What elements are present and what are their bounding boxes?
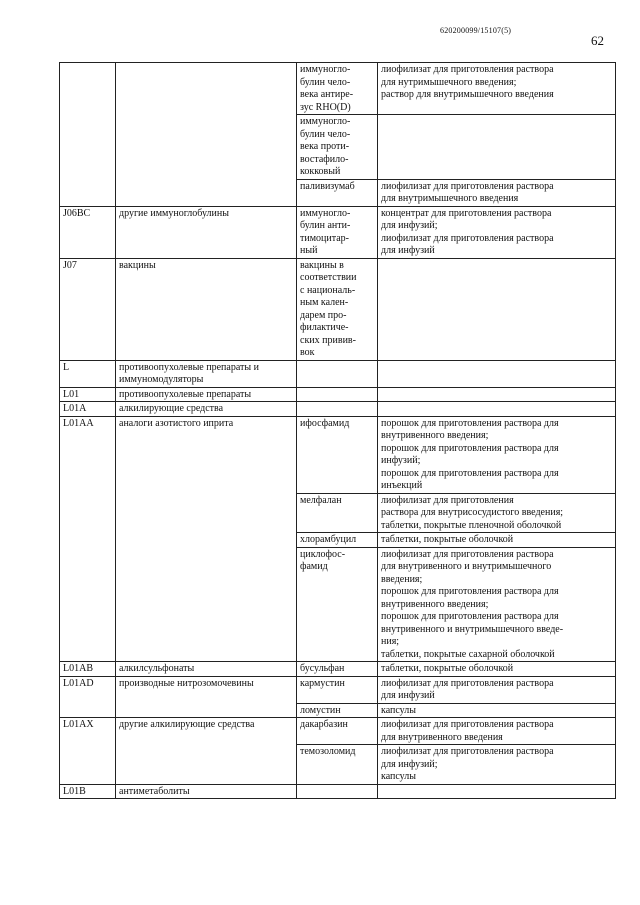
cell-line: иммуногло-: [300, 207, 351, 219]
cell-line: ный: [300, 245, 318, 256]
dosage-form-cell: [378, 63, 616, 115]
cell-line: века антире-: [300, 89, 354, 100]
group-name-cell: [116, 402, 297, 417]
cell-line: булин чело-: [300, 76, 351, 88]
cell-line: лиофилизат для приготовления раствора: [381, 180, 554, 192]
cell-line: ния;: [381, 636, 400, 647]
atc-code-cell: L01AD: [60, 676, 116, 718]
drug-name-cell: [297, 179, 378, 206]
table-row: [60, 206, 616, 258]
group-name-cell: [116, 784, 297, 799]
cell-line: капсулы: [381, 771, 416, 782]
dosage-form-cell: [378, 115, 616, 180]
atc-code-cell: L01A: [60, 402, 116, 417]
table-row: [60, 63, 616, 115]
cell-line: паливизумаб: [300, 180, 355, 192]
cell-line: лиофилизат для приготовления раствора: [381, 548, 554, 560]
drug-name-cell: [297, 360, 378, 387]
drug-name-cell: [297, 784, 378, 799]
cell-line: для инфузий;: [381, 758, 438, 770]
group-name-cell: [116, 387, 297, 402]
dosage-form-cell: [378, 206, 616, 258]
cell-line: ских привив-: [300, 334, 356, 346]
dosage-form-cell: [378, 360, 616, 387]
cell-line: ным кален-: [300, 297, 349, 308]
cell-line: капсулы: [381, 704, 416, 716]
atc-code-cell: L01AB: [60, 662, 116, 677]
atc-code-cell: J07: [60, 258, 116, 360]
dosage-form-cell: [378, 258, 616, 360]
cell-line: порошок для приготовления раствора для: [381, 611, 559, 622]
dosage-form-cell: [378, 533, 616, 548]
cell-line: внутривенного введения;: [381, 430, 489, 441]
drug-name-cell: [297, 115, 378, 180]
drug-name-cell: [297, 493, 378, 533]
cell-line: для внутримышечного введения: [381, 193, 519, 204]
cell-line: для внутривенного и внутримышечного: [381, 561, 552, 572]
group-name-cell: [116, 416, 297, 662]
cell-line: алкилсульфонаты: [119, 663, 195, 674]
table-row: [60, 402, 616, 417]
cell-line: тимоцитар-: [300, 232, 350, 244]
cell-line: лиофилизат для приготовления раствора: [381, 677, 554, 689]
cell-line: зус RHO(D): [300, 101, 351, 113]
dosage-form-cell: [378, 676, 616, 703]
cell-line: хлорамбуцил: [300, 534, 357, 545]
cell-line: вакцины: [119, 259, 156, 271]
dosage-form-cell: [378, 718, 616, 745]
table-row: [60, 784, 616, 799]
cell-line: порошок для приготовления раствора для: [381, 417, 559, 429]
group-name-cell: [116, 63, 297, 207]
drug-name-cell: [297, 63, 378, 115]
drug-name-cell: [297, 387, 378, 402]
cell-line: лиофилизат для приготовления раствора: [381, 64, 554, 75]
cell-line: для инфузий: [381, 690, 435, 701]
page-number: 62: [591, 33, 604, 48]
cell-line: с националь-: [300, 284, 356, 296]
cell-line: раствор для внутримышечного введения: [381, 89, 554, 100]
cell-line: внутривенного и внутримышечного введе-: [381, 623, 564, 635]
drug-name-cell: [297, 547, 378, 662]
cell-line: концентрат для приготовления раствора: [381, 207, 552, 219]
cell-line: другие алкилирующие средства: [119, 719, 255, 730]
cell-line: инфузий;: [381, 455, 421, 466]
cell-line: лиофилизат для приготовления раствора: [381, 719, 554, 730]
dosage-form-cell: [378, 387, 616, 402]
dosage-form-cell: [378, 179, 616, 206]
dosage-form-cell: [378, 745, 616, 785]
cell-line: антиметаболиты: [119, 785, 190, 797]
drug-name-cell: [297, 745, 378, 785]
group-name-cell: [116, 676, 297, 718]
cell-line: иммуногло-: [300, 116, 351, 127]
atc-code-cell: J06BC: [60, 206, 116, 258]
cell-line: мелфалан: [300, 494, 342, 506]
atc-code-cell: L01AX: [60, 718, 116, 785]
drug-name-cell: [297, 676, 378, 703]
table-row: [60, 416, 616, 493]
cell-line: таблетки, покрытые сахарной оболочкой: [381, 648, 555, 660]
cell-line: другие иммуноглобулины: [119, 207, 229, 219]
atc-code-cell: L: [60, 360, 116, 387]
drug-name-cell: [297, 533, 378, 548]
drug-name-cell: [297, 206, 378, 258]
cell-line: иммуномодуляторы: [119, 374, 204, 385]
dosage-form-cell: [378, 402, 616, 417]
drug-name-cell: [297, 703, 378, 718]
group-name-cell: [116, 360, 297, 387]
cell-line: кокковый: [300, 166, 341, 177]
cell-line: ломустин: [300, 704, 341, 716]
dosage-form-cell: [378, 703, 616, 718]
cell-line: противоопухолевые препараты: [119, 388, 252, 400]
cell-line: для внутривенного введения: [381, 731, 503, 743]
atc-code-cell: L01AA: [60, 416, 116, 662]
cell-line: порошок для приготовления раствора для: [381, 467, 559, 479]
group-name-cell: [116, 718, 297, 785]
dosage-form-cell: [378, 416, 616, 493]
table-row: [60, 360, 616, 387]
cell-line: фамид: [300, 561, 328, 572]
drug-name-cell: [297, 718, 378, 745]
cell-line: раствора для внутрисосудистого введения;: [381, 507, 564, 518]
cell-line: дакарбазин: [300, 719, 348, 730]
cell-line: темозоломид: [300, 746, 356, 757]
cell-line: века проти-: [300, 141, 350, 152]
drug-name-cell: [297, 258, 378, 360]
group-name-cell: [116, 206, 297, 258]
atc-code-cell: L01B: [60, 784, 116, 799]
cell-line: введения;: [381, 573, 423, 585]
cell-line: иммуногло-: [300, 64, 351, 75]
dosage-form-cell: [378, 784, 616, 799]
cell-line: лиофилизат для приготовления: [381, 494, 514, 506]
atc-code-cell: [60, 63, 116, 207]
table-row: [60, 258, 616, 360]
cell-line: аналоги азотистого иприта: [119, 417, 234, 429]
cell-line: инъекций: [381, 480, 423, 491]
cell-line: для инфузий;: [381, 220, 438, 231]
group-name-cell: [116, 258, 297, 360]
cell-line: таблетки, покрытые оболочкой: [381, 534, 514, 545]
dosage-form-cell: [378, 662, 616, 677]
cell-line: производные нитрозомочевины: [119, 677, 254, 689]
group-name-cell: [116, 662, 297, 677]
dosage-form-cell: [378, 547, 616, 662]
cell-line: ифосфамид: [300, 417, 350, 429]
cell-line: для инфузий: [381, 245, 435, 256]
table-row: [60, 387, 616, 402]
cell-line: для нутримышечного введения;: [381, 76, 517, 88]
cell-line: бусульфан: [300, 663, 345, 674]
cell-line: лиофилизат для приготовления раствора: [381, 746, 554, 757]
atc-code-cell: L01: [60, 387, 116, 402]
drug-name-cell: [297, 402, 378, 417]
cell-line: кармустин: [300, 677, 345, 689]
cell-line: востафило-: [300, 153, 349, 165]
cell-line: противоопухолевые препараты и: [119, 361, 259, 373]
document-id: 620200099/15107(5): [440, 26, 512, 35]
table-row: [60, 662, 616, 677]
cell-line: таблетки, покрытые оболочкой: [381, 663, 514, 674]
cell-line: внутривенного введения;: [381, 598, 489, 610]
cell-line: алкилирующие средства: [119, 403, 224, 414]
table-row: [60, 676, 616, 703]
table-row: [60, 718, 616, 745]
cell-line: вакцины в: [300, 259, 344, 271]
cell-line: циклофос-: [300, 548, 346, 560]
cell-line: таблетки, покрытые пленочной оболочкой: [381, 519, 562, 531]
drug-name-cell: [297, 662, 378, 677]
cell-line: булин анти-: [300, 220, 351, 231]
drug-table: [59, 62, 616, 799]
cell-line: порошок для приготовления раствора для: [381, 442, 559, 454]
cell-line: соответствии: [300, 272, 357, 283]
cell-line: порошок для приготовления раствора для: [381, 586, 559, 597]
drug-name-cell: [297, 416, 378, 493]
cell-line: вок: [300, 347, 315, 358]
cell-line: дарем про-: [300, 309, 347, 321]
dosage-form-cell: [378, 493, 616, 533]
cell-line: филактиче-: [300, 322, 349, 333]
cell-line: булин чело-: [300, 128, 351, 140]
cell-line: лиофилизат для приготовления раствора: [381, 232, 554, 244]
